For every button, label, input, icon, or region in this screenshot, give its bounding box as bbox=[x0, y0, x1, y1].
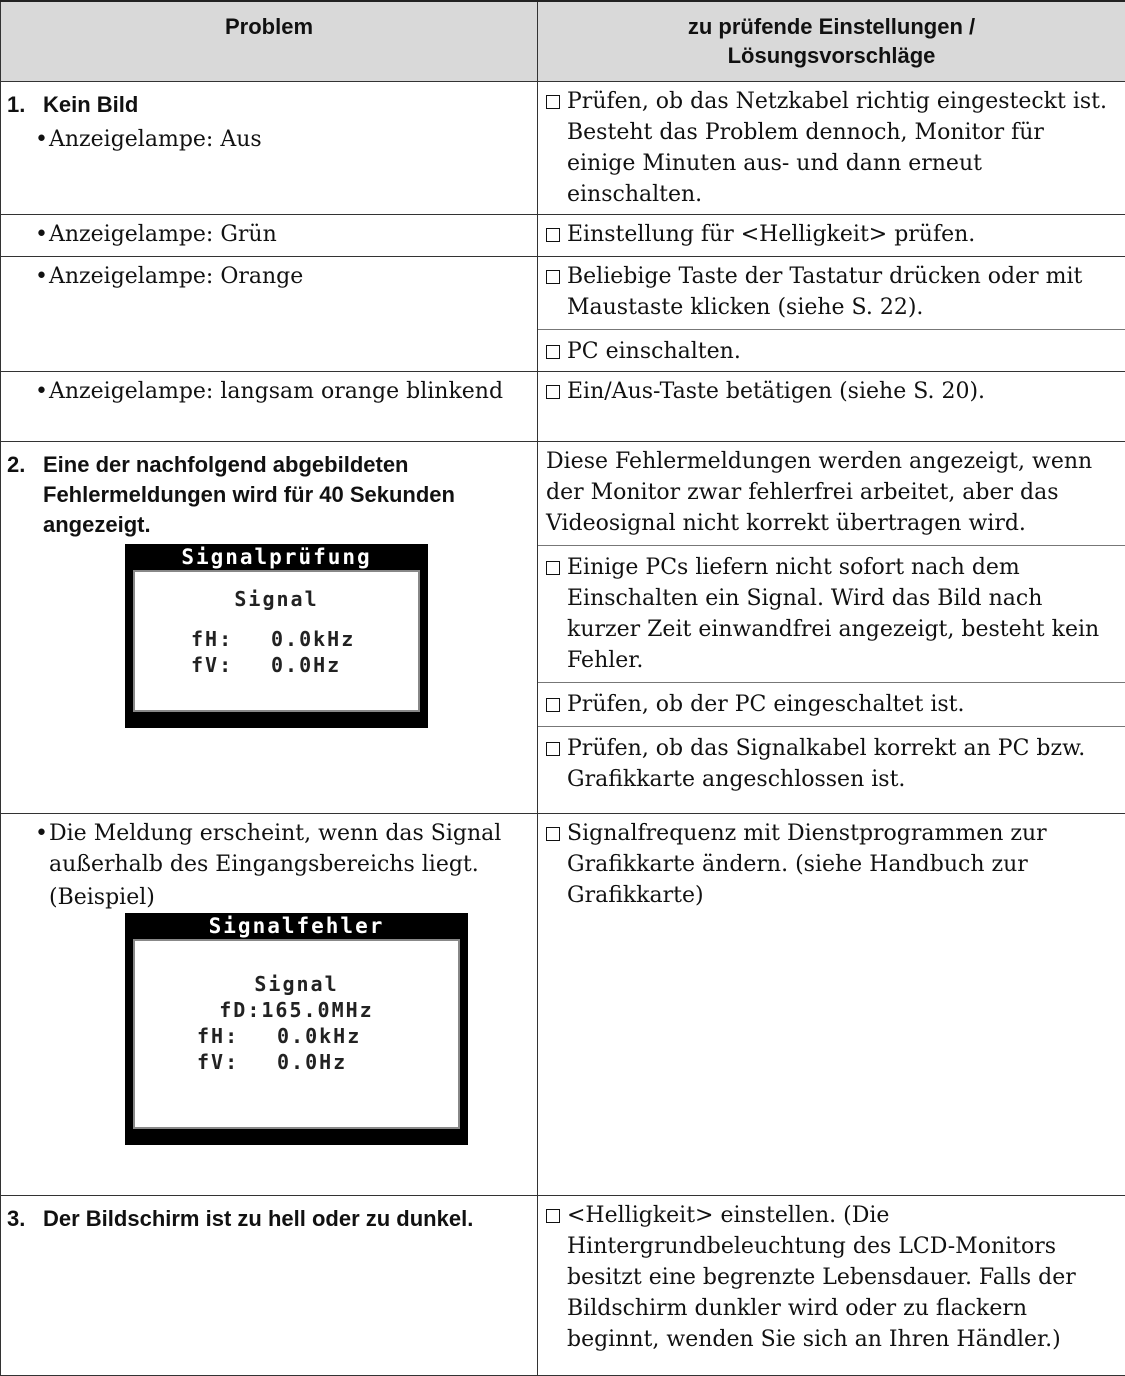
problem-cell bbox=[1, 813, 538, 1195]
osd-fv-value: 0.0Hz bbox=[271, 652, 341, 678]
list-item bbox=[7, 219, 529, 250]
problem-cell bbox=[1, 214, 538, 256]
checkbox-icon bbox=[546, 1209, 560, 1223]
checklist-item bbox=[546, 733, 1117, 795]
checklist-item bbox=[546, 376, 1117, 407]
checklist-item bbox=[546, 219, 1117, 250]
section-title: Der Bildschirm ist zu hell oder zu dunkel. bbox=[43, 1204, 473, 1234]
indicator-state: Anzeigelampe: langsam orange blinkend bbox=[49, 376, 503, 407]
osd-body bbox=[133, 570, 420, 712]
section-title: Eine der nachfolgend abgebildeten Fehlermeldungen wird für 40 Sekunden angezeigt. bbox=[43, 450, 529, 540]
checklist-item bbox=[546, 818, 1117, 911]
solution-cell bbox=[538, 256, 1125, 371]
checklist-text: Signalfrequenz mit Dienstprogrammen zur Grafikkarte ändern. (siehe Handbuch zur Grafikkarte) bbox=[567, 818, 1117, 911]
osd-title: Signalprüfung bbox=[133, 544, 420, 570]
checklist-text: Prüfen, ob der PC eingeschaltet ist. bbox=[567, 689, 964, 720]
osd-fv-key: fV: bbox=[191, 652, 271, 678]
osd-fv-value: 0.0Hz bbox=[277, 1049, 347, 1075]
checklist-text: Prüfen, ob das Netzkabel richtig eingesteckt ist. Besteht das Problem dennoch, Monitor für einige Minuten aus- und dann erneut einschalten. bbox=[567, 86, 1117, 210]
divider bbox=[538, 726, 1125, 727]
table-row bbox=[1, 256, 1125, 371]
checklist-item bbox=[546, 336, 1117, 367]
checklist-text: Prüfen, ob das Signalkabel korrekt an PC bzw. Grafikkarte angeschlossen ist. bbox=[567, 733, 1117, 795]
section-number: 2. bbox=[7, 450, 43, 540]
osd-fh-line bbox=[135, 1023, 458, 1049]
example-label: (Beispiel) bbox=[7, 882, 529, 913]
bullet-icon: • bbox=[35, 818, 49, 880]
bullet-icon: • bbox=[35, 219, 49, 250]
checkbox-icon bbox=[546, 270, 560, 284]
osd-fv-line bbox=[135, 1049, 458, 1075]
checklist-item bbox=[546, 86, 1117, 210]
checkbox-icon bbox=[546, 827, 560, 841]
indicator-state: Anzeigelampe: Grün bbox=[49, 219, 277, 250]
table-row bbox=[1, 813, 1125, 1195]
checkbox-icon bbox=[546, 95, 560, 109]
indicator-state: Anzeigelampe: Orange bbox=[49, 261, 303, 292]
problem-cell bbox=[1, 371, 538, 441]
table-row bbox=[1, 371, 1125, 441]
checkbox-icon bbox=[546, 385, 560, 399]
solution-cell bbox=[538, 81, 1125, 214]
problem-cell bbox=[1, 441, 538, 813]
bullet-icon: • bbox=[35, 261, 49, 292]
osd-fh-value: 0.0kHz bbox=[277, 1023, 361, 1049]
solution-cell bbox=[538, 813, 1125, 1195]
column-header-solution: zu prüfende Einstellungen / Lösungsvorschläge bbox=[538, 1, 1125, 81]
osd-signal-label: Signal bbox=[135, 586, 418, 612]
checkbox-icon bbox=[546, 742, 560, 756]
osd-title: Signalfehler bbox=[133, 913, 460, 939]
table-header-row bbox=[1, 1, 1125, 81]
explanation-text: Diese Fehlermeldungen werden angezeigt, wenn der Monitor zwar fehlerfrei arbeitet, aber das Videosignal nicht korrekt übertragen wird. bbox=[546, 446, 1117, 539]
table-row bbox=[1, 214, 1125, 256]
checkbox-icon bbox=[546, 345, 560, 359]
table-row bbox=[1, 441, 1125, 813]
divider bbox=[538, 545, 1125, 546]
osd-fv-line bbox=[135, 652, 418, 678]
solution-cell bbox=[538, 214, 1125, 256]
osd-fh-value: 0.0kHz bbox=[271, 626, 355, 652]
divider bbox=[538, 329, 1125, 330]
checklist-item bbox=[546, 552, 1117, 676]
osd-signal-label: Signal bbox=[135, 971, 458, 997]
list-item bbox=[7, 261, 529, 292]
problem-cell bbox=[1, 256, 538, 371]
osd-signal-check-screen bbox=[125, 544, 428, 728]
checklist-item bbox=[546, 261, 1117, 323]
problem-cell bbox=[1, 81, 538, 214]
checkbox-icon bbox=[546, 561, 560, 575]
solution-cell bbox=[538, 441, 1125, 813]
divider bbox=[538, 682, 1125, 683]
osd-body bbox=[133, 939, 460, 1129]
bullet-icon: • bbox=[35, 376, 49, 407]
bullet-icon: • bbox=[35, 124, 49, 155]
checklist-item bbox=[546, 1200, 1117, 1355]
checklist-text: PC einschalten. bbox=[567, 336, 741, 367]
checklist-text: Ein/Aus-Taste betätigen (siehe S. 20). bbox=[567, 376, 985, 407]
table-row bbox=[1, 1195, 1125, 1375]
list-item bbox=[7, 818, 529, 880]
checkbox-icon bbox=[546, 228, 560, 242]
section-number: 3. bbox=[7, 1204, 43, 1234]
table-row bbox=[1, 81, 1125, 214]
checklist-text: <Helligkeit> einstellen. (Die Hintergrundbeleuchtung des LCD-Monitors besitzt eine begrenzte Lebensdauer. Falls der Bildschirm dunkler wird oder zu flackern beginnt, wenden Sie sich an Ihren Händler.) bbox=[567, 1200, 1117, 1355]
osd-signal-error-screen bbox=[125, 913, 468, 1145]
checklist-text: Beliebige Taste der Tastatur drücken oder mit Maustaste klicken (siehe S. 22). bbox=[567, 261, 1117, 323]
osd-fh-line bbox=[135, 626, 418, 652]
list-item bbox=[7, 124, 529, 155]
solution-cell bbox=[538, 371, 1125, 441]
indicator-state: Anzeigelampe: Aus bbox=[49, 124, 262, 155]
column-header-problem: Problem bbox=[1, 1, 538, 81]
condition-text: Die Meldung erscheint, wenn das Signal außerhalb des Eingangsbereichs liegt. bbox=[49, 818, 529, 880]
section-heading bbox=[7, 90, 529, 120]
checklist-text: Einstellung für <Helligkeit> prüfen. bbox=[567, 219, 975, 250]
osd-fh-key: fH: bbox=[197, 1023, 277, 1049]
list-item bbox=[7, 376, 529, 407]
solution-cell bbox=[538, 1195, 1125, 1375]
problem-cell bbox=[1, 1195, 538, 1375]
section-heading bbox=[7, 1204, 529, 1234]
checklist-text: Einige PCs liefern nicht sofort nach dem Einschalten ein Signal. Wird das Bild nach kurzer Zeit einwandfrei angezeigt, besteht kein Fehler. bbox=[567, 552, 1117, 676]
section-heading bbox=[7, 450, 529, 540]
osd-fv-key: fV: bbox=[197, 1049, 277, 1075]
osd-fd-line: fD:165.0MHz bbox=[135, 997, 458, 1023]
osd-fh-key: fH: bbox=[191, 626, 271, 652]
section-number: 1. bbox=[7, 90, 43, 120]
checkbox-icon bbox=[546, 698, 560, 712]
checklist-item bbox=[546, 689, 1117, 720]
section-title: Kein Bild bbox=[43, 90, 138, 120]
